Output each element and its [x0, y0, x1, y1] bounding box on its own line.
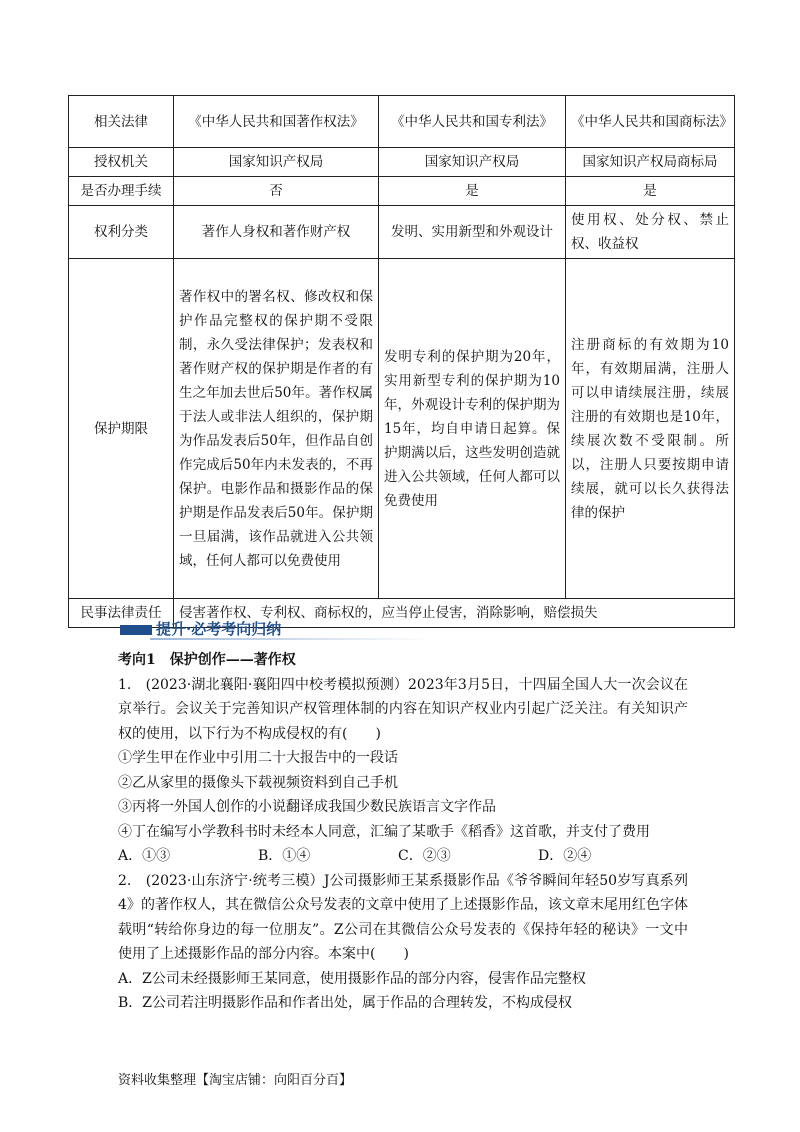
- copyright-cell: 否: [174, 177, 379, 206]
- question-content: [118, 648, 688, 1016]
- row-label: 权利分类: [69, 206, 174, 259]
- liability-cell: 侵害著作权、专利权、商标权的，应当停止侵害，消除影响，赔偿损失: [174, 599, 735, 628]
- table-row: [69, 177, 735, 206]
- question-1-item: ④丁在编写小学教科书时未经本人同意，汇编了某歌手《稻香》这首歌，并支付了费用: [118, 823, 650, 840]
- option-a: A．①③: [118, 848, 171, 864]
- patent-cell: 发明、实用新型和外观设计: [379, 206, 566, 259]
- trademark-cell: 是: [566, 177, 735, 206]
- table-row: [69, 206, 735, 259]
- question-1-item: ③丙将一外国人创作的小说翻译成我国少数民族语言文字作品: [118, 799, 496, 815]
- row-label: 是否办理手续: [69, 177, 174, 206]
- option-b: B．Z公司若注明摄影作品和作者出处，属于作品的合理转发，不构成侵权: [118, 995, 573, 1011]
- patent-cell: 《中华人民共和国专利法》: [379, 96, 566, 148]
- option-d: D．②④: [538, 848, 592, 864]
- question-2-stem: 2. (2023·山东济宁·统考三模）J公司摄影师王某系摄影作品《爷爷瞬间年轻50岁写真系列4》的著作权人，其在微信公众号发表的文章中使用了上述摄影作品，该文章末尾用红色字体载明“转给你身边的每一位朋友”。Z公司在其微信公众号发表的《保持年轻的秘诀》一文中使用了上述摄影作品的部分内容。本案中( ): [118, 872, 688, 962]
- trademark-cell: 使用权、处分权、禁止权、收益权: [566, 206, 735, 259]
- option-c: C．②③: [398, 848, 451, 864]
- question-1-item: ①学生甲在作业中引用二十大报告中的一段话: [118, 750, 398, 766]
- copyright-cell: 著作权中的署名权、修改权和保护作品完整权的保护期不受限制，永久受法律保护；发表权和著作财产权的保护期是作者的有生之年加去世后50年。著作权属于法人或非法人组织的，保护期为作品发表后50年，但作品自创作完成后50年内未发表的，不再保护。电影作品和摄影作品的保护期是作品发表后50年。保护期一旦届满，该作品就进入公共领域，任何人都可以免费使用: [174, 259, 379, 599]
- patent-cell: 是: [379, 177, 566, 206]
- trademark-cell: 国家知识产权局商标局: [566, 148, 735, 177]
- option-a: A．Z公司未经摄影师王某同意，使用摄影作品的部分内容，侵害作品完整权: [118, 970, 586, 987]
- row-label: 授权机关: [69, 148, 174, 177]
- patent-cell: 发明专利的保护期为20年，实用新型专利的保护期为10年，外观设计专利的保护期为15年，均自申请日起算。保护期满以后，这些发明创造就进入公共领域，任何人都可以免费使用: [379, 259, 566, 599]
- section-title: 提升·必考考向归纳: [156, 620, 282, 638]
- copyright-cell: 著作人身权和著作财产权: [174, 206, 379, 259]
- row-label: 民事法律责任: [69, 599, 174, 628]
- ip-comparison-table: [68, 95, 735, 628]
- trademark-cell: 《中华人民共和国商标法》: [566, 96, 735, 148]
- table-row: [69, 259, 735, 599]
- copyright-cell: 国家知识产权局: [174, 148, 379, 177]
- table-row: [69, 96, 735, 148]
- trademark-cell: 注册商标的有效期为10年，有效期届满，注册人可以申请续展注册，续展注册的有效期也是10年，续展次数不受限制。所以，注册人只要按期申请续展，就可以长久获得法律的保护: [566, 259, 735, 599]
- question-1-item: ②乙从家里的摄像头下载视频资料到自己手机: [118, 774, 398, 791]
- row-label: 保护期限: [69, 259, 174, 599]
- option-b: B．①④: [258, 848, 311, 864]
- topic-heading: 考向1 保护创作——著作权: [118, 652, 296, 668]
- patent-cell: 国家知识产权局: [379, 148, 566, 177]
- question-1-stem: 1. (2023·湖北襄阳·襄阳四中校考模拟预测）2023年3月5日，十四届全国人大一次会议在京举行。会议关于完善知识产权管理体制的内容在知识产权业内引起广泛关注。有关知识产权的使用，以下行为不构成侵权的有( ): [118, 676, 688, 742]
- question-1-options: [118, 844, 688, 869]
- copyright-cell: 《中华人民共和国著作权法》: [174, 96, 379, 148]
- section-header: [120, 619, 430, 641]
- row-label: 相关法律: [69, 96, 174, 148]
- footer-source: 资料收集整理【淘宝店铺：向阳百分百】: [118, 1073, 353, 1088]
- table-row: [69, 148, 735, 177]
- section-stripe: [120, 625, 152, 635]
